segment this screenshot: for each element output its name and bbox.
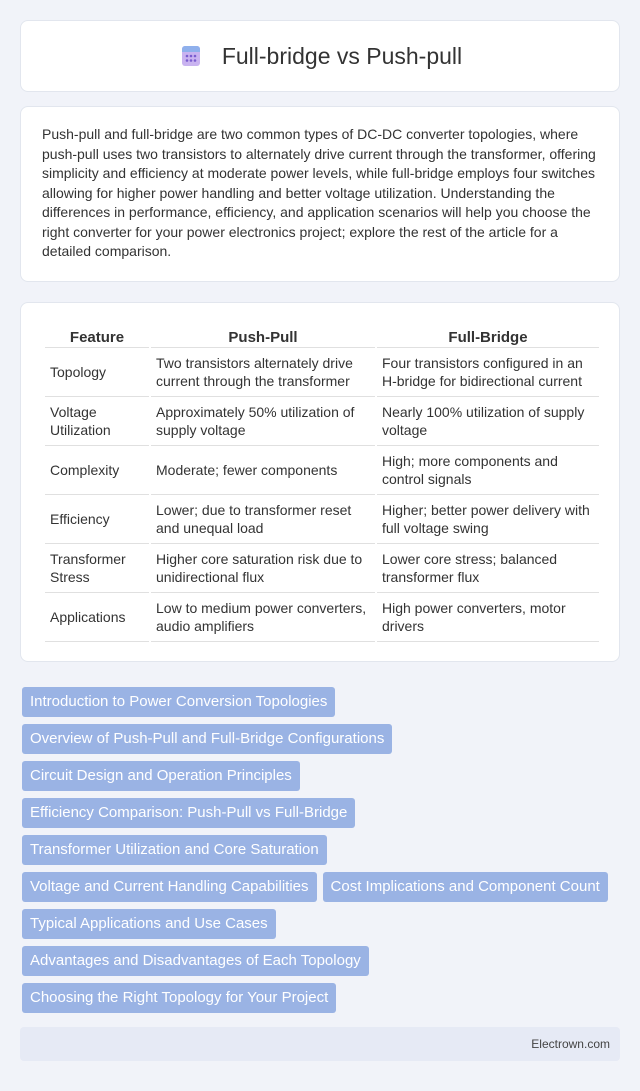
tag-circuit-design[interactable]: Circuit Design and Operation Principles — [22, 761, 300, 791]
cell-full-bridge: High; more components and control signals — [377, 446, 599, 495]
header-feature: Feature — [45, 325, 149, 348]
tag-overview[interactable]: Overview of Push-Pull and Full-Bridge Configurations — [22, 724, 392, 754]
topic-tags — [22, 687, 620, 1013]
tag-efficiency-comparison[interactable]: Efficiency Comparison: Push-Pull vs Full-Bridge — [22, 798, 355, 828]
tag-voltage-current[interactable]: Voltage and Current Handling Capabilities — [22, 872, 317, 902]
comparison-table-card — [20, 302, 620, 662]
tag-choosing-topology[interactable]: Choosing the Right Topology for Your Project — [22, 983, 336, 1013]
cell-full-bridge: Nearly 100% utilization of supply voltage — [377, 397, 599, 446]
cell-push-pull: Moderate; fewer components — [151, 446, 375, 495]
cell-full-bridge: Higher; better power delivery with full voltage swing — [377, 495, 599, 544]
tag-transformer-utilization[interactable]: Transformer Utilization and Core Saturation — [22, 835, 327, 865]
tag-cost-implications[interactable]: Cost Implications and Component Count — [323, 872, 608, 902]
table-row — [45, 348, 599, 397]
intro-paragraph: Push-pull and full-bridge are two common types of DC-DC converter topologies, where push-pull uses two transistors to alternately drive current through the transformer, offering simplicity and efficiency at moderate power levels, while full-bridge employs four switches allowing for higher power handling and better voltage utilization. Understanding the differences in performance, efficiency, and application scenarios will help you choose the right converter for your power electronics project; explore the rest of the article for a detailed comparison. — [42, 126, 596, 259]
table-row — [45, 446, 599, 495]
tag-advantages-disadvantages[interactable]: Advantages and Disadvantages of Each Topology — [22, 946, 369, 976]
cell-push-pull: Two transistors alternately drive current through the transformer — [151, 348, 375, 397]
cell-feature: Applications — [45, 593, 149, 642]
intro-card — [20, 106, 620, 282]
table-header-row — [45, 325, 599, 348]
cell-push-pull: Higher core saturation risk due to unidirectional flux — [151, 544, 375, 593]
header-card — [20, 20, 620, 92]
tag-typical-applications[interactable]: Typical Applications and Use Cases — [22, 909, 276, 939]
tag-introduction[interactable]: Introduction to Power Conversion Topologies — [22, 687, 335, 717]
table-row — [45, 495, 599, 544]
comparison-table — [43, 325, 601, 642]
cell-feature: Transformer Stress — [45, 544, 149, 593]
table-row — [45, 544, 599, 593]
calculator-icon — [178, 43, 204, 69]
footer-brand: Electrown.com — [531, 1037, 610, 1051]
cell-full-bridge: High power converters, motor drivers — [377, 593, 599, 642]
footer — [20, 1027, 620, 1061]
table-row — [45, 593, 599, 642]
header-push-pull: Push-Pull — [151, 325, 375, 348]
cell-full-bridge: Four transistors configured in an H-bridge for bidirectional current — [377, 348, 599, 397]
cell-push-pull: Lower; due to transformer reset and unequal load — [151, 495, 375, 544]
header-full-bridge: Full-Bridge — [377, 325, 599, 348]
cell-full-bridge: Lower core stress; balanced transformer flux — [377, 544, 599, 593]
cell-push-pull: Low to medium power converters, audio amplifiers — [151, 593, 375, 642]
cell-feature: Topology — [45, 348, 149, 397]
table-row — [45, 397, 599, 446]
cell-feature: Voltage Utilization — [45, 397, 149, 446]
cell-feature: Complexity — [45, 446, 149, 495]
cell-push-pull: Approximately 50% utilization of supply voltage — [151, 397, 375, 446]
cell-feature: Efficiency — [45, 495, 149, 544]
page-title: Full-bridge vs Push-pull — [221, 42, 463, 69]
